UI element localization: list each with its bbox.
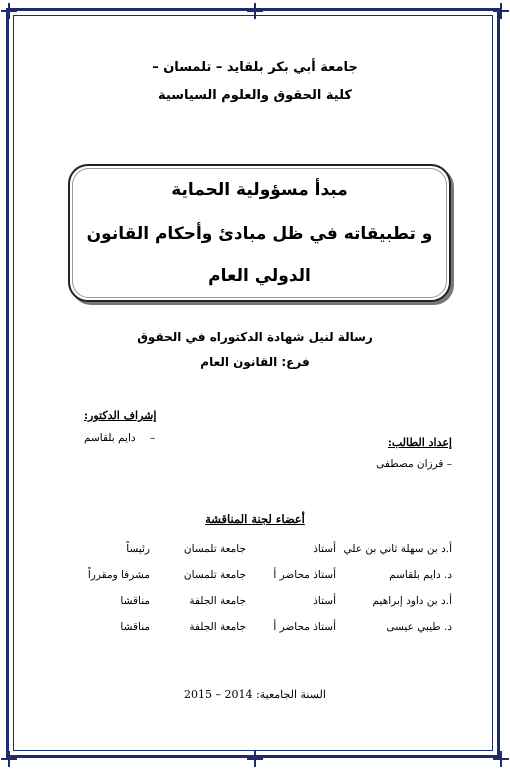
title-line-3: الدولي العام [208, 266, 311, 286]
member-name: أ.د بن داود إبراهيم [372, 595, 452, 607]
committee-row [0, 569, 510, 589]
supervisor-name: دايم بلقاسم [84, 432, 136, 444]
member-rank: أستاذ [313, 543, 336, 555]
member-university: جامعة تلمسان [183, 569, 246, 581]
supervisor-dash: – [150, 432, 156, 444]
student-label: إعداد الطالب: [387, 436, 452, 449]
title-line-2: و تطبيقاته في ظل مبادئ وأحكام القانون [86, 224, 433, 244]
member-role: مناقشا [120, 621, 150, 633]
supervisor-label: إشراف الدكتور: [84, 409, 157, 422]
thesis-branch: فرع: القانون العام [200, 355, 310, 369]
member-rank: أستاذ محاضر أ [273, 621, 336, 633]
member-university: جامعة تلمسان [183, 543, 246, 555]
committee-row [0, 595, 510, 615]
corner-ornament-icon [247, 3, 263, 19]
university-name: جامعة أبي بكر بلقايد – تلمسان – [152, 60, 358, 75]
member-name: أ.د بن سهلة ثاني بن علي [343, 543, 452, 555]
member-role: رئيساً [126, 543, 150, 555]
member-university: جامعة الجلفة [189, 595, 246, 607]
member-role: مشرفا ومقرراً [87, 569, 150, 581]
committee-title: أعضاء لجنة المناقشة [205, 512, 305, 526]
committee-row [0, 621, 510, 641]
member-rank: أستاذ [313, 595, 336, 607]
thesis-degree: رسالة لنيل شهادة الدكتوراه في الحقوق [137, 330, 373, 344]
corner-ornament-icon [1, 3, 17, 19]
member-university: جامعة الجلفة [189, 621, 246, 633]
student-name: – قرزان مصطفى [376, 458, 452, 470]
corner-ornament-icon [1, 751, 17, 767]
title-line-1: مبدأ مسؤولية الحماية [171, 180, 348, 200]
academic-year: السنة الجامعية: 2014 – 2015 [184, 688, 326, 701]
corner-ornament-icon [493, 751, 509, 767]
corner-ornament-icon [493, 3, 509, 19]
member-rank: أستاذ محاضر أ [273, 569, 336, 581]
member-name: د. دايم بلقاسم [389, 569, 452, 581]
member-role: مناقشا [120, 595, 150, 607]
committee-row [0, 543, 510, 563]
title-box [68, 164, 451, 302]
corner-ornament-icon [247, 751, 263, 767]
faculty-name: كلية الحقوق والعلوم السياسية [158, 88, 352, 103]
member-name: د. طيبي عيسى [386, 621, 452, 633]
